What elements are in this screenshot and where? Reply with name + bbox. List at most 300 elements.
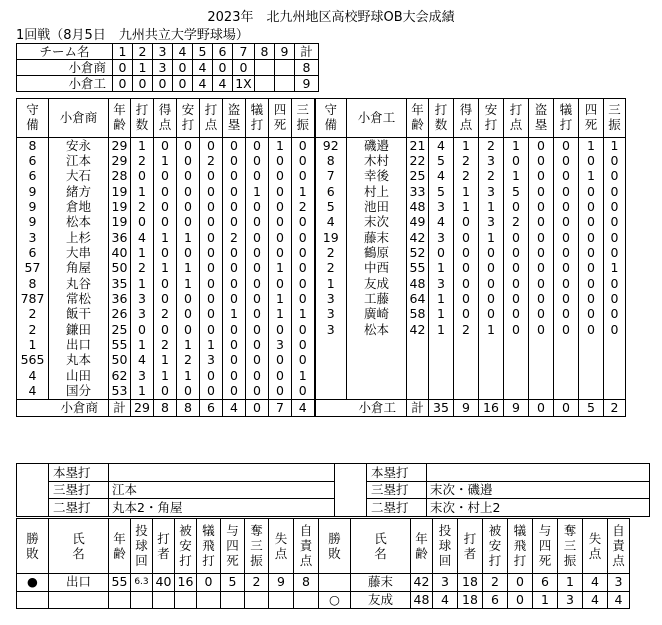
name-header: 氏名	[351, 519, 411, 574]
total-cell: 7	[269, 399, 292, 416]
stat-sb: 0	[223, 199, 246, 214]
player-name: 倉地	[49, 199, 109, 214]
player-position: 7	[315, 169, 347, 184]
player-age: 26	[109, 307, 131, 322]
table-row	[17, 245, 626, 260]
player-name: 丸谷	[49, 276, 109, 291]
stat-so: 0	[292, 245, 315, 260]
extra-base-hits-table	[16, 463, 650, 517]
stat-sb: 0	[529, 169, 554, 184]
stat-r: 0	[154, 291, 177, 306]
player-position: 92	[315, 138, 347, 154]
stat-rbi: 1	[504, 138, 529, 154]
stat-sb: 0	[529, 184, 554, 199]
stat-h: 1	[479, 230, 504, 245]
total-cell: 0	[246, 399, 269, 416]
player-name: 友成	[347, 276, 407, 291]
stat-r: 0	[154, 184, 177, 199]
stat-h: 1	[177, 276, 200, 291]
er-header: 自責点	[294, 519, 319, 574]
stat-so: 0	[604, 322, 626, 337]
stat-h: 1	[479, 322, 504, 337]
stat-rbi: 0	[504, 307, 529, 322]
player-position: 3	[17, 230, 49, 245]
stat-r: 0	[154, 199, 177, 214]
ip-header: 投球回	[433, 519, 458, 574]
bb-header: 四死	[269, 99, 292, 138]
stat-ab: 1	[131, 337, 154, 352]
stat-r: 1	[454, 199, 479, 214]
stat-ab: 4	[131, 230, 154, 245]
player-name: 安永	[49, 138, 109, 154]
pitch-stat-r: 9	[269, 574, 294, 592]
right-hr-players	[427, 464, 650, 482]
player-age: 25	[109, 322, 131, 337]
stat-rbi: 2	[504, 215, 529, 230]
stat-sac: 0	[246, 199, 269, 214]
stat-sb: 0	[223, 337, 246, 352]
team-total: 8	[295, 60, 319, 76]
stat-bb: 1	[269, 138, 292, 154]
inning-header: 6	[213, 44, 233, 60]
r-header: 得点	[154, 99, 177, 138]
pitch-stat-h	[175, 591, 197, 609]
total-cell: 29	[131, 399, 154, 416]
stat-rbi: 2	[200, 153, 223, 168]
stat-rbi	[504, 337, 529, 352]
stat-r: 0	[454, 215, 479, 230]
stat-r	[454, 353, 479, 368]
stat-sb: 0	[223, 291, 246, 306]
inning-header: 4	[173, 44, 193, 60]
stat-ab: 3	[131, 368, 154, 383]
total-cell: 2	[604, 399, 626, 416]
stat-h: 1	[177, 368, 200, 383]
total-header: 計	[295, 44, 319, 60]
stat-ab: 2	[131, 261, 154, 276]
double-row	[17, 499, 650, 517]
bf-header: 打者	[153, 519, 175, 574]
stat-bb: 1	[579, 169, 604, 184]
stat-rbi	[504, 384, 529, 400]
result-header: 勝敗	[17, 519, 49, 574]
stat-bb: 0	[579, 261, 604, 276]
stat-so: 0	[604, 230, 626, 245]
stat-sb: 0	[529, 276, 554, 291]
stat-sac: 0	[554, 245, 579, 260]
table-row	[17, 261, 626, 276]
player-age: 58	[407, 307, 429, 322]
stat-sb: 0	[223, 353, 246, 368]
stat-r: 2	[454, 169, 479, 184]
stat-sb: 0	[529, 307, 554, 322]
stat-sac: 0	[246, 261, 269, 276]
player-age: 36	[109, 291, 131, 306]
stat-so: 0	[292, 261, 315, 276]
stat-rbi: 0	[200, 184, 223, 199]
stat-h: 0	[177, 245, 200, 260]
player-position: 1	[17, 337, 49, 352]
bb-header: 与四死	[221, 519, 245, 574]
stat-rbi: 0	[200, 215, 223, 230]
inning-header: 1	[113, 44, 133, 60]
player-name: 幸後	[347, 169, 407, 184]
stat-rbi: 0	[200, 322, 223, 337]
stat-so: 0	[292, 230, 315, 245]
ab-header: 打数	[131, 99, 154, 138]
player-position: 6	[17, 169, 49, 184]
stat-ab: 0	[131, 215, 154, 230]
stat-sac: 0	[554, 169, 579, 184]
stat-sb	[529, 368, 554, 383]
stat-h: 0	[177, 307, 200, 322]
player-age: 62	[109, 368, 131, 383]
player-position: 2	[315, 245, 347, 260]
stat-bb: 0	[579, 199, 604, 214]
stat-bb	[579, 353, 604, 368]
stat-so: 1	[292, 307, 315, 322]
stat-so: 0	[292, 169, 315, 184]
hr-label: 本塁打	[49, 464, 109, 482]
table-row	[17, 230, 626, 245]
stat-h: 0	[479, 245, 504, 260]
stat-h	[479, 368, 504, 383]
pitch-stat-ip	[131, 591, 153, 609]
stat-so: 0	[604, 184, 626, 199]
stat-r: 2	[154, 337, 177, 352]
right-triple-players: 末次・磯邉	[427, 481, 650, 499]
stat-h: 2	[177, 353, 200, 368]
player-age: 48	[407, 276, 429, 291]
stat-rbi: 0	[200, 307, 223, 322]
stat-sb	[529, 384, 554, 400]
stat-sac	[554, 353, 579, 368]
stat-ab: 1	[429, 291, 454, 306]
stat-so: 0	[604, 215, 626, 230]
inning-score: 0	[113, 60, 133, 76]
pos-header: 守備	[315, 99, 347, 138]
pitcher-name	[49, 591, 109, 609]
pitch-stat-er: 8	[294, 574, 319, 592]
player-position: 9	[17, 184, 49, 199]
stat-h: 0	[177, 384, 200, 400]
stat-rbi: 0	[200, 169, 223, 184]
stat-bb: 0	[269, 384, 292, 400]
inning-header: 2	[133, 44, 153, 60]
stat-h: 0	[479, 276, 504, 291]
total-cell: 5	[579, 399, 604, 416]
stat-sb: 0	[223, 245, 246, 260]
stat-ab	[429, 353, 454, 368]
stat-so: 0	[292, 322, 315, 337]
stat-so	[604, 368, 626, 383]
h-header: 安打	[177, 99, 200, 138]
player-age: 22	[407, 153, 429, 168]
team-name: 小倉工	[17, 76, 113, 92]
stat-r	[454, 337, 479, 352]
stat-sb: 0	[223, 169, 246, 184]
player-name: 角屋	[49, 261, 109, 276]
game-subtitle: 1回戦（8月5日 九州共立大学野球場）	[16, 28, 249, 43]
stat-ab: 2	[131, 153, 154, 168]
hits-allowed-header: 被安打	[483, 519, 508, 574]
stat-so: 0	[604, 153, 626, 168]
stat-rbi: 0	[200, 245, 223, 260]
stat-sb: 0	[529, 245, 554, 260]
stat-r: 0	[154, 169, 177, 184]
table-row	[17, 384, 626, 400]
so-header: 三振	[604, 99, 626, 138]
player-name: 上杉	[49, 230, 109, 245]
inning-score	[255, 60, 275, 76]
pos-header: 守備	[17, 99, 49, 138]
total-label: 計	[109, 399, 131, 416]
pitch-stat-r: 4	[583, 574, 608, 592]
stat-sb: 0	[529, 138, 554, 154]
inning-header: 9	[275, 44, 295, 60]
player-age: 36	[109, 230, 131, 245]
inning-score: 1	[133, 60, 153, 76]
stat-ab: 2	[131, 199, 154, 214]
stat-rbi: 0	[200, 276, 223, 291]
pitch-stat-bb: 5	[221, 574, 245, 592]
pitch-stat-sac: 0	[508, 591, 533, 609]
age-header: 年齢	[411, 519, 433, 574]
sac-header: 犠飛打	[508, 519, 533, 574]
stat-sb: 0	[223, 368, 246, 383]
stat-sac: 0	[554, 199, 579, 214]
stat-bb: 0	[269, 169, 292, 184]
table-row	[17, 153, 626, 168]
inning-score: 0	[113, 76, 133, 92]
pitch-stat-age: 55	[109, 574, 131, 592]
player-position: 3	[315, 291, 347, 306]
player-position: 3	[315, 307, 347, 322]
so-header: 奪三振	[558, 519, 583, 574]
total-cell: 6	[200, 399, 223, 416]
pitcher-result	[17, 591, 49, 609]
h-header: 安打	[479, 99, 504, 138]
stat-rbi: 1	[504, 169, 529, 184]
stat-rbi: 0	[504, 153, 529, 168]
player-position: 2	[315, 261, 347, 276]
stat-bb: 1	[579, 138, 604, 154]
inning-header: 3	[153, 44, 173, 60]
pitch-stat-ip: 3	[433, 574, 458, 592]
pitch-stat-ip: 6.3	[131, 574, 153, 592]
stat-rbi: 1	[200, 337, 223, 352]
stat-r: 0	[154, 276, 177, 291]
pitch-stat-sac: 0	[508, 574, 533, 592]
stat-h: 0	[177, 199, 200, 214]
player-age: 53	[109, 384, 131, 400]
player-name: 磯邉	[347, 138, 407, 154]
linescore-row	[17, 60, 319, 76]
pitch-stat-age	[109, 591, 131, 609]
player-name: 丸本	[49, 353, 109, 368]
stat-bb	[579, 368, 604, 383]
right-team-total-label: 小倉工	[315, 399, 407, 416]
player-position: 8	[17, 138, 49, 154]
total-cell: 8	[154, 399, 177, 416]
team-label: チーム名	[17, 44, 113, 60]
stat-ab: 1	[131, 138, 154, 154]
player-position	[315, 353, 347, 368]
pitch-stat-bf: 18	[458, 591, 483, 609]
stat-bb: 0	[269, 368, 292, 383]
stat-so: 1	[292, 368, 315, 383]
stat-sac: 0	[246, 153, 269, 168]
inning-score	[275, 60, 295, 76]
stat-bb: 0	[269, 184, 292, 199]
stat-ab: 3	[131, 291, 154, 306]
total-cell: 4	[292, 399, 315, 416]
stat-ab	[429, 337, 454, 352]
stat-rbi: 0	[200, 261, 223, 276]
inning-score: 0	[213, 60, 233, 76]
player-age: 21	[407, 138, 429, 154]
hits-allowed-header: 被安打	[175, 519, 197, 574]
player-age	[407, 353, 429, 368]
stat-sb: 0	[529, 261, 554, 276]
pitch-stat-so	[245, 591, 269, 609]
stat-sac: 0	[554, 215, 579, 230]
stat-sac: 0	[246, 276, 269, 291]
stat-bb: 0	[269, 353, 292, 368]
player-name: 木村	[347, 153, 407, 168]
left-double-players: 丸本2・角屋	[109, 499, 335, 517]
pitch-stat-r	[269, 591, 294, 609]
stat-ab: 4	[429, 138, 454, 154]
stat-sb	[529, 337, 554, 352]
player-age: 35	[109, 276, 131, 291]
pitch-stat-h: 16	[175, 574, 197, 592]
player-position: 787	[17, 291, 49, 306]
stat-r: 0	[154, 322, 177, 337]
stat-ab: 1	[131, 276, 154, 291]
player-position: 6	[17, 153, 49, 168]
stat-rbi	[504, 353, 529, 368]
stat-so: 0	[604, 169, 626, 184]
stat-rbi: 0	[504, 245, 529, 260]
player-position: 4	[315, 215, 347, 230]
pitcher-result: ●	[17, 574, 49, 592]
stat-sb: 0	[529, 153, 554, 168]
stat-r: 1	[154, 368, 177, 383]
stat-bb	[579, 337, 604, 352]
stat-rbi: 0	[200, 368, 223, 383]
player-age: 19	[109, 184, 131, 199]
stat-sb: 0	[223, 215, 246, 230]
stat-rbi: 0	[504, 276, 529, 291]
inning-header: 5	[193, 44, 213, 60]
stat-sac: 0	[246, 138, 269, 154]
inning-score: 0	[133, 76, 153, 92]
stat-r: 2	[454, 322, 479, 337]
stat-h: 1	[177, 230, 200, 245]
player-name: 緒方	[49, 184, 109, 199]
stat-bb: 0	[269, 322, 292, 337]
stat-so: 0	[604, 245, 626, 260]
player-age: 29	[109, 153, 131, 168]
table-row	[17, 184, 626, 199]
inning-score: 3	[153, 60, 173, 76]
inning-score	[255, 76, 275, 92]
pitch-stat-so: 1	[558, 574, 583, 592]
player-age: 64	[407, 291, 429, 306]
pitch-stat-er: 4	[608, 591, 630, 609]
stat-bb: 0	[579, 153, 604, 168]
bf-header: 打者	[458, 519, 483, 574]
stat-bb: 0	[579, 322, 604, 337]
inning-score: 0	[173, 60, 193, 76]
stat-sb: 0	[223, 153, 246, 168]
player-age: 19	[109, 199, 131, 214]
stat-bb: 1	[269, 307, 292, 322]
inning-header: 7	[233, 44, 255, 60]
player-position: 19	[315, 230, 347, 245]
runs-header: 失点	[269, 519, 294, 574]
pitch-stat-age: 48	[411, 591, 433, 609]
name-header: 氏名	[49, 519, 109, 574]
total-cell: 0	[529, 399, 554, 416]
sac-header: 犠打	[246, 99, 269, 138]
total-cell: 9	[504, 399, 529, 416]
player-position: 6	[315, 184, 347, 199]
stat-rbi: 0	[200, 291, 223, 306]
stat-rbi: 3	[200, 353, 223, 368]
stat-h: 0	[177, 138, 200, 154]
stat-sb: 0	[223, 138, 246, 154]
stat-ab: 5	[429, 184, 454, 199]
homerun-row	[17, 464, 650, 482]
player-name: 国分	[49, 384, 109, 400]
player-age: 48	[407, 199, 429, 214]
stat-r: 0	[454, 261, 479, 276]
pitcher-name: 出口	[49, 574, 109, 592]
stat-so: 1	[604, 138, 626, 154]
bb-header: 四死	[579, 99, 604, 138]
stat-rbi	[504, 368, 529, 383]
pitch-stat-er: 3	[608, 574, 630, 592]
stat-bb: 1	[269, 261, 292, 276]
stat-bb: 0	[269, 215, 292, 230]
batting-header-row	[17, 99, 626, 138]
stat-h: 2	[479, 138, 504, 154]
stat-r: 0	[454, 245, 479, 260]
pitch-stat-sac: 0	[197, 574, 221, 592]
player-name: 鶴原	[347, 245, 407, 260]
pitch-stat-ip: 4	[433, 591, 458, 609]
sb-header: 盗塁	[223, 99, 246, 138]
stat-so: 0	[604, 307, 626, 322]
stat-ab: 0	[131, 169, 154, 184]
stat-h: 0	[177, 169, 200, 184]
stat-so: 0	[292, 337, 315, 352]
stat-bb: 0	[269, 230, 292, 245]
stat-sb: 0	[223, 184, 246, 199]
inning-score: 0	[233, 60, 255, 76]
table-row	[17, 322, 626, 337]
stat-sac: 0	[246, 169, 269, 184]
stat-ab	[429, 368, 454, 383]
stat-h: 1	[177, 337, 200, 352]
stat-bb: 3	[269, 337, 292, 352]
player-position	[315, 337, 347, 352]
player-age: 55	[407, 261, 429, 276]
stat-so	[604, 337, 626, 352]
r-header: 得点	[454, 99, 479, 138]
